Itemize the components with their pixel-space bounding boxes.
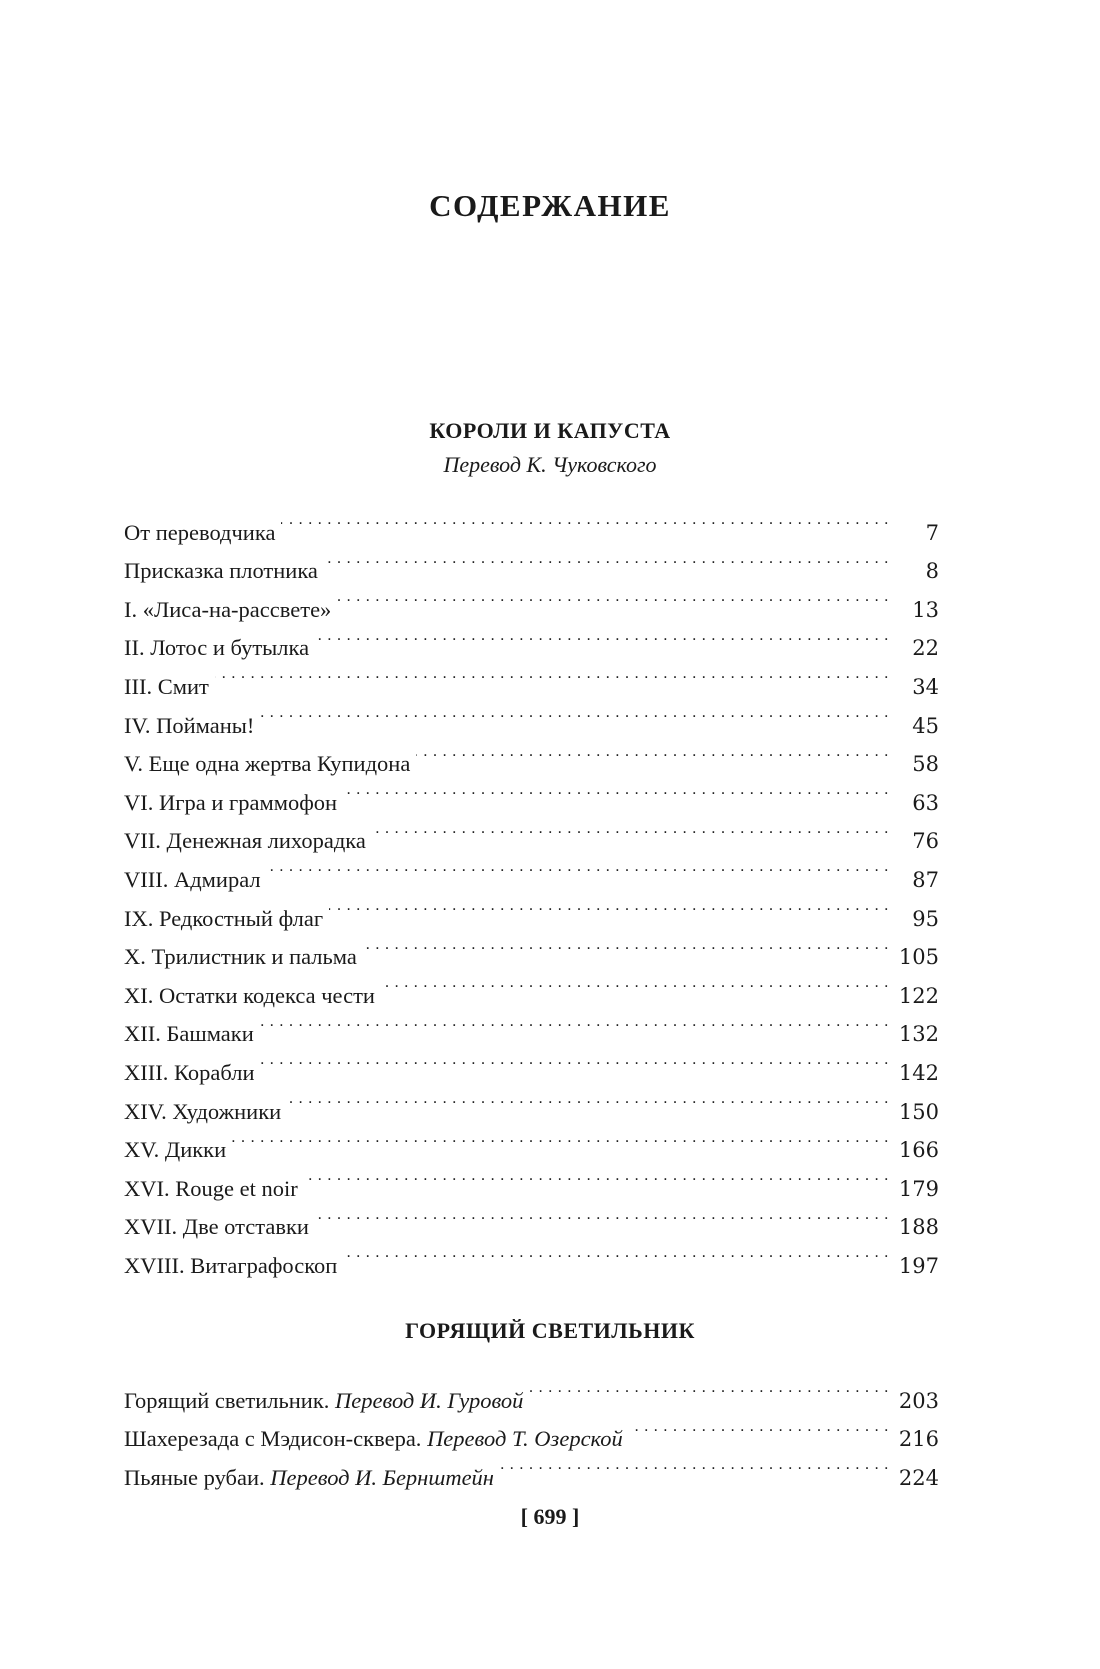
- dot-leader: [416, 733, 889, 772]
- toc-entry-page: 197: [898, 1253, 939, 1278]
- dot-leader: [337, 578, 889, 617]
- dot-leader: [260, 1003, 889, 1042]
- toc-entry-name: XV. Дикки: [124, 1137, 227, 1163]
- toc-entry-page: 179: [898, 1176, 939, 1201]
- page-title: СОДЕРЖАНИЕ: [429, 188, 671, 223]
- toc-entry-title: [124, 1459, 500, 1498]
- dot-leader: [315, 617, 889, 656]
- dot-leader: [629, 1408, 889, 1447]
- toc-entry-name: XIII. Корабли: [124, 1059, 255, 1085]
- toc-entry-page: 13: [912, 597, 939, 622]
- dot-leader: [372, 810, 889, 849]
- toc-entry-title: [124, 1247, 343, 1286]
- dot-leader: [315, 1196, 889, 1235]
- toc-list: [124, 501, 939, 1278]
- toc-entry-page: 87: [912, 867, 939, 892]
- section-subtitle: Перевод К. Чуковского: [443, 452, 657, 477]
- toc-entry-page: 105: [898, 945, 939, 970]
- toc-entry-translator: Перевод Т. Озерской: [427, 1426, 623, 1452]
- section-title: ГОРЯЩИЙ СВЕТИЛЬНИК: [405, 1318, 695, 1343]
- toc-entry-title: [124, 1015, 260, 1054]
- dot-leader: [363, 926, 889, 965]
- toc-entry-name: Присказка плотника: [124, 558, 318, 584]
- toc-entry-page: 188: [898, 1215, 939, 1240]
- toc-entry-name: II. Лотос и бутылка: [124, 635, 310, 661]
- toc-entry-page: 166: [898, 1138, 939, 1163]
- toc-entry-name: VI. Игра и граммофон: [124, 789, 338, 815]
- toc-entry-name: XVII. Две отставки: [124, 1214, 309, 1240]
- toc-entry-name: VII. Денежная лихорадка: [124, 828, 366, 854]
- toc-entry-title: [124, 707, 260, 746]
- dot-leader: [232, 1119, 889, 1158]
- toc-entry-page: 58: [912, 752, 939, 777]
- toc-entry-name: V. Еще одна жертва Купидона: [124, 751, 411, 777]
- dot-leader: [343, 1234, 889, 1273]
- toc-entry-name: XVI. Rouge et noir: [124, 1175, 298, 1201]
- toc-entry[interactable]: [124, 1369, 939, 1413]
- toc-entry-page: 63: [912, 790, 939, 815]
- toc-entry-page: 122: [898, 983, 939, 1008]
- dot-leader: [329, 887, 889, 926]
- toc-entry-page: 132: [898, 1022, 939, 1047]
- toc-entry-name: Горящий светильник.: [124, 1387, 336, 1413]
- toc-entry-page: 142: [898, 1060, 939, 1085]
- toc-entry-title: [124, 938, 363, 977]
- toc-entry-title: [124, 861, 267, 900]
- section-title: КОРОЛИ И КАПУСТА: [429, 418, 671, 443]
- toc-entry-title: [124, 668, 215, 707]
- toc-entry-title: [124, 1382, 529, 1421]
- toc-entry-name: VIII. Адмирал: [124, 866, 261, 892]
- toc-entry-page: 95: [912, 906, 939, 931]
- toc-entry-title: [124, 1131, 232, 1170]
- toc-entry-title: [124, 1054, 261, 1093]
- toc-entry-page: 76: [912, 829, 939, 854]
- toc-entry-translator: Перевод И. Гуровой: [335, 1387, 524, 1413]
- dot-leader: [260, 694, 889, 733]
- dot-leader: [324, 540, 889, 579]
- dot-leader: [381, 964, 889, 1003]
- toc-entry-translator: Перевод И. Бернштейн: [270, 1464, 494, 1490]
- dot-leader: [287, 1080, 889, 1119]
- toc-entry-name: От переводчика: [124, 519, 276, 545]
- toc-entry-name: XIV. Художники: [124, 1098, 282, 1124]
- dot-leader: [281, 501, 889, 540]
- dot-leader: [343, 771, 889, 810]
- toc-entry-name: IX. Редкостный флаг: [124, 905, 324, 931]
- dot-leader: [267, 848, 889, 887]
- toc-entry[interactable]: [124, 1157, 939, 1201]
- toc-entry-page: 150: [898, 1099, 939, 1124]
- toc-entry[interactable]: [124, 694, 939, 738]
- toc-entry-title: [124, 900, 329, 939]
- toc-entry-name: XI. Остатки кодекса чести: [124, 982, 375, 1008]
- toc-entry-page: 7: [925, 520, 939, 545]
- toc-entry-name: III. Смит: [124, 673, 209, 699]
- toc-entry-name: X. Трилистник и пальма: [124, 944, 357, 970]
- toc-entry-name: XVIII. Витаграфоскоп: [124, 1252, 338, 1278]
- toc-list: [124, 1369, 939, 1490]
- toc-entry-page: 216: [898, 1427, 939, 1452]
- toc-entry-title: [124, 1208, 315, 1247]
- toc-entry[interactable]: [124, 655, 939, 699]
- toc-entry-page: 203: [898, 1388, 939, 1413]
- toc-entry[interactable]: [124, 501, 939, 545]
- toc-entry-page: 34: [912, 674, 939, 699]
- toc-entry-name: I. «Лиса-на-рассвете»: [124, 596, 332, 622]
- dot-leader: [304, 1157, 889, 1196]
- toc-entry-page: 8: [925, 559, 939, 584]
- dot-leader: [529, 1369, 889, 1408]
- toc-entry-title: [124, 591, 337, 630]
- dot-leader: [500, 1446, 889, 1485]
- toc-entry-name: IV. Пойманы!: [124, 712, 255, 738]
- toc-entry-title: [124, 514, 281, 553]
- dot-leader: [261, 1041, 889, 1080]
- toc-entry-page: 22: [912, 636, 939, 661]
- dot-leader: [215, 655, 889, 694]
- toc-entry-title: [124, 552, 324, 591]
- toc-entry-title: [124, 784, 343, 823]
- toc-entry-name: Шахерезада с Мэдисон-сквера.: [124, 1426, 428, 1452]
- toc-entry[interactable]: [124, 1119, 939, 1163]
- toc-entry-name: Пьяные рубаи.: [124, 1464, 271, 1490]
- footer-page-number: [ 699 ]: [520, 1504, 580, 1529]
- toc-entry-title: [124, 1170, 304, 1209]
- toc-entry-page: 45: [912, 713, 939, 738]
- toc-entry-page: 224: [898, 1465, 939, 1490]
- toc-entry-name: XII. Башмаки: [124, 1021, 254, 1047]
